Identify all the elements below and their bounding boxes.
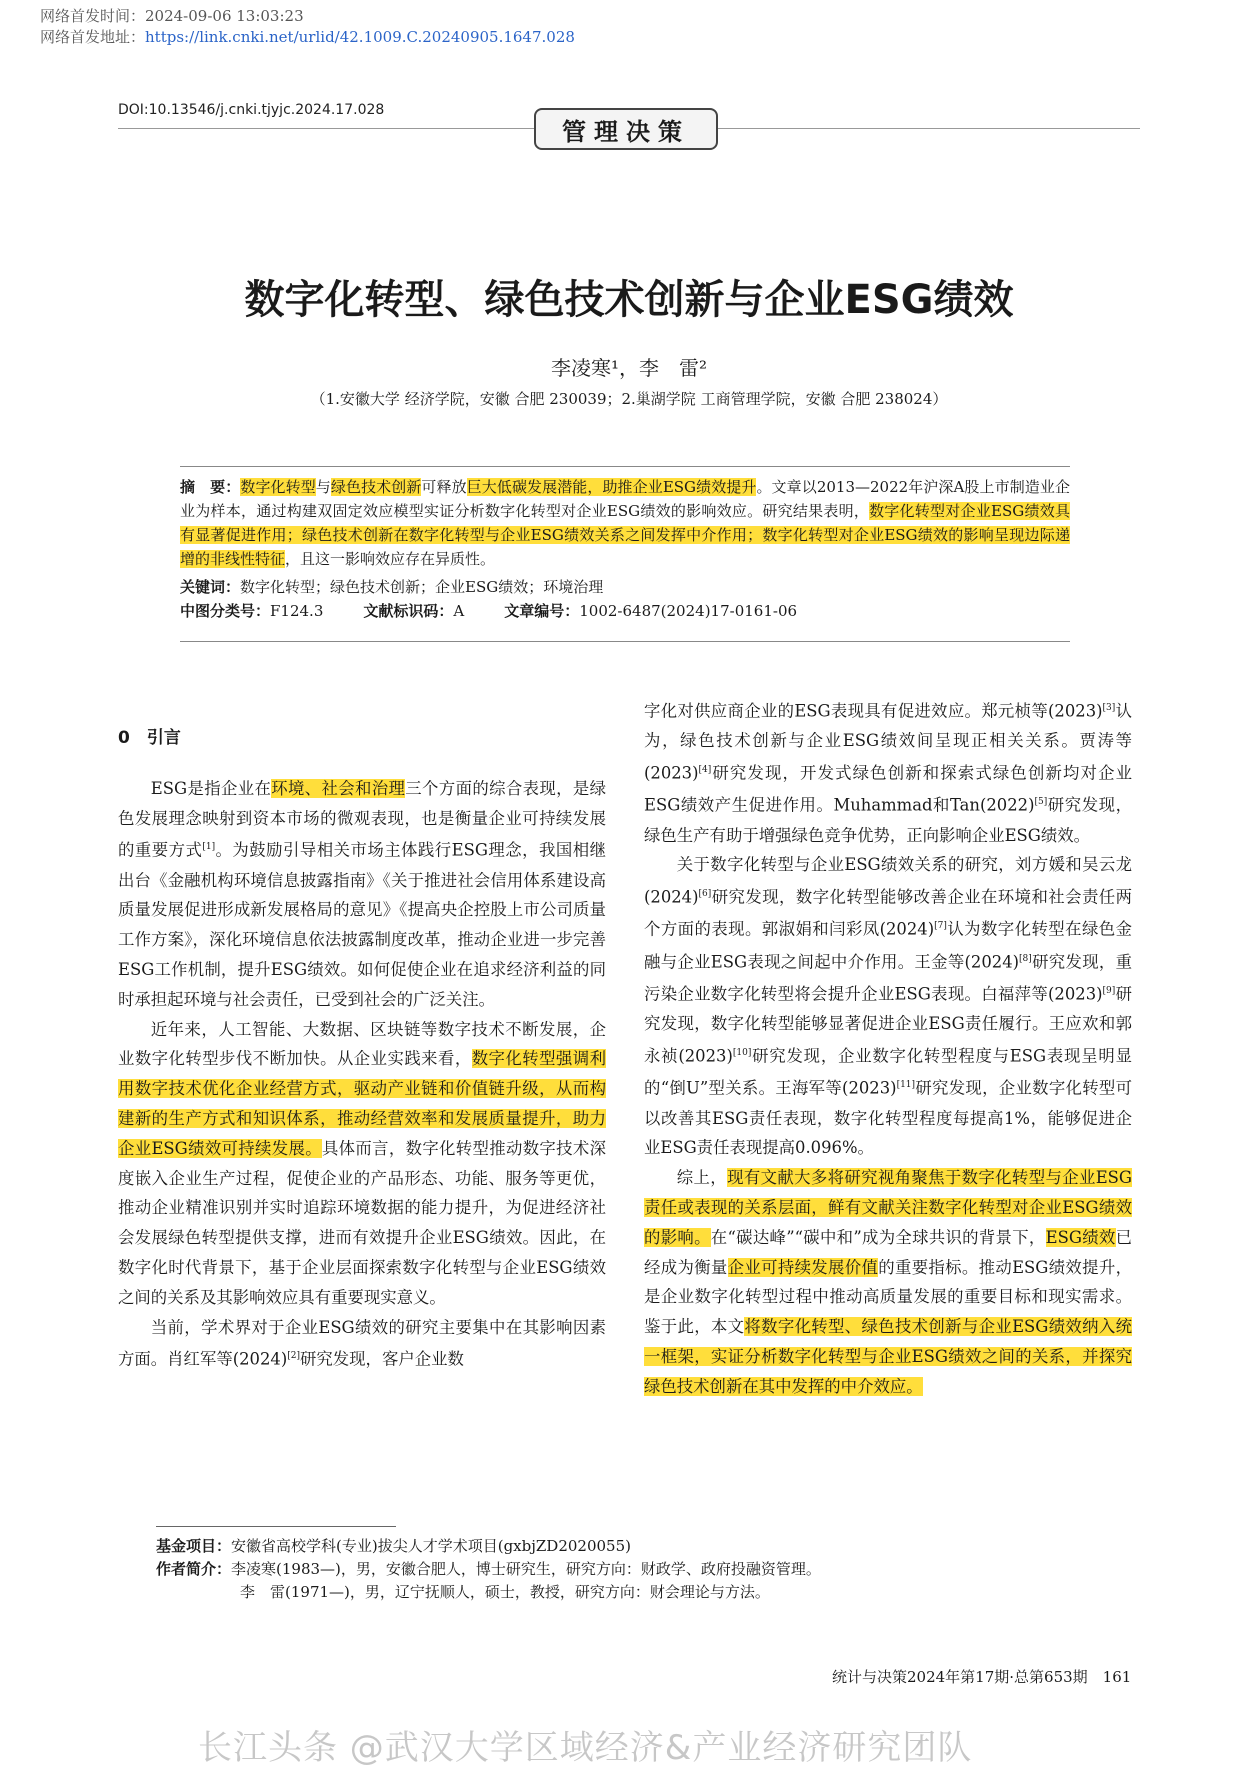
footnote-divider (156, 1526, 396, 1527)
article-title: 数字化转型、绿色技术创新与企业ESG绩效 (244, 277, 1014, 323)
citation: [6] (698, 889, 712, 900)
paragraph: 关于数字化转型与企业ESG绩效关系的研究，刘方媛和吴云龙(2024)[6]研究发现，数字化转型能够改善企业在环境和社会责任两个方面的表现。郭淑娟和闫彩凤(2024)[7]认为数字化转型在绿色金融与企业ESG表现之间起中介作用。王金等(2024)[8]研究发现，重污染企业数字化转型将会提升企业ESG表现。白福萍等(2023)[9]研究发现，数字化转型能够显著促进企业ESG责任履行。王应欢和郭永祯(2023)[10]研究发现，企业数字化转型程度与ESG表现呈明显的“倒U”型关系。王海军等(2023)[11]研究发现，企业数字化转型可以改善其ESG责任表现，数字化转型程度每提高1%，能够促进企业ESG责任表现提高0.096%。 (644, 855, 1132, 1158)
abstract-block (180, 466, 1070, 642)
keywords: 关键词：数字化转型；绿色技术创新；企业ESG绩效；环境治理 (180, 578, 604, 596)
citation: [9] (1102, 985, 1116, 996)
paragraph: 综上，现有文献大多将研究视角聚焦于数字化转型与企业ESG责任或表现的关系层面，鲜有文献关注数字化转型对企业ESG绩效的影响。在“碳达峰”“碳中和”成为全球共识的背景下，ESG绩效已经成为衡量企业可持续发展价值的重要指标。推动ESG绩效提升，是企业数字化转型过程中推动高质量发展的重要目标和现实需求。鉴于此，本文将数字化转型、绿色技术创新与企业ESG绩效纳入统一框架，实证分析数字化转型与企业ESG绩效之间的关系，并探究绿色技术创新在其中发挥的中介效应。 (644, 1168, 1133, 1396)
citation: [7] (934, 921, 947, 932)
classification: 中图分类号：F124.3 文献标识码：A 文章编号：1002-6487(2024)17-0161-06 (180, 602, 798, 620)
fund-note: 基金项目：安徽省高校学科(专业)拔尖人才学术项目(gxbjZD2020055) (156, 1537, 631, 1555)
online-publish-time: 网络首发时间：2024-09-06 13:03:23 (40, 7, 304, 25)
citation: [3] (1102, 703, 1116, 713)
author-note-2: 李 雷(1971—)，男，辽宁抚顺人，硕士，教授，研究方向：财会理论与方法。 (240, 1583, 770, 1601)
citation: [4] (698, 765, 712, 776)
citation: [11] (896, 1080, 916, 1091)
paragraph: 字化对供应商企业的ESG表现具有促进效应。郑元桢等(2023)[3]认为，绿色技术创新与企业ESG绩效间呈现正相关关系。贾涛等(2023)[4]研究发现，开发式绿色创新和探索式绿色创新均对企业ESG绩效产生促进作用。Muhammad和Tan(2022)[5]研究发现，绿色生产有助于增强绿色竞争优势，正向影响企业ESG绩效。 (644, 701, 1133, 845)
abstract-bottom-rule (180, 641, 1070, 642)
paragraph: 当前，学术界对于企业ESG绩效的研究主要集中在其影响因素方面。肖红军等(2024)[2]研究发现，客户企业数 (118, 1317, 606, 1369)
left-column (118, 710, 606, 1375)
paragraph: 近年来，人工智能、大数据、区块链等数字技术不断发展，企业数字化转型步伐不断加快。从企业实践来看，数字化转型强调利用数字技术优化企业经营方式，驱动产业链和价值链升级，从而构建新的生产方式和知识体系，推动经营效率和发展质量提升，助力企业ESG绩效可持续发展。具体而言，数字化转型推动数字技术深度嵌入企业生产过程，促使企业的产品形态、功能、服务等更优，推动企业精准识别并实时追踪环境数据的能力提升，为促进经济社会发展绿色转型提供支撑，进而有效提升企业ESG绩效。因此，在数字化时代背景下，基于企业层面探索数字化转型与企业ESG绩效之间的关系及其影响效应具有重要现实意义。 (118, 1019, 607, 1307)
abstract: 摘 要：数字化转型与绿色技术创新可释放巨大低碳发展潜能，助推企业ESG绩效提升。文章以2013—2022年沪深A股上市制造业企业为样本，通过构建双固定效应模型实证分析数字化转型对企业ESG绩效的影响效应。研究结果表明，数字化转型对企业ESG绩效具有显著促进作用；绿色技术创新在数字化转型与企业ESG绩效关系之间发挥中介作用；数字化转型对企业ESG绩效的影响呈现边际递增的非线性特征，且这一影响效应存在异质性。 (180, 478, 1070, 568)
citation: [2] (287, 1351, 300, 1362)
journal-footer: 统计与决策2024年第17期·总第653期 161 (832, 1668, 1132, 1686)
watermark: 长江头条 @武汉大学区域经济&产业经济研究团队 (198, 1728, 973, 1768)
online-addr-label: 网络首发地址： (40, 28, 146, 46)
online-url-link[interactable]: https://link.cnki.net/urlid/42.1009.C.20240905.1647.028 (145, 28, 575, 46)
affiliation: （1.安徽大学 经济学院，安徽 合肥 230039；2.巢湖学院 工商管理学院，安徽 合肥 238024） (310, 390, 948, 408)
doi: DOI:10.13546/j.cnki.tjyjc.2024.17.028 (118, 102, 385, 118)
paragraph: ESG是指企业在环境、社会和治理三个方面的综合表现，是绿色发展理念映射到资本市场的微观表现，也是衡量企业可持续发展的重要方式[1]。为鼓励引导相关市场主体践行ESG理念，我国相继出台《金融机构环境信息披露指南》《关于推进社会信用体系建设高质量发展促进形成新发展格局的意见》《提高央企控股上市公司质量工作方案》，深化环境信息依法披露制度改革，推动企业进一步完善ESG工作机制，提升ESG绩效。如何促使企业在追求经济利益的同时承担起环境与社会责任，已受到社会的广泛关注。 (118, 778, 607, 1009)
abstract-top-rule (180, 466, 1070, 467)
section-label: 管理决策 (534, 108, 718, 150)
citation: [10] (732, 1048, 752, 1059)
citation: [5] (1034, 797, 1048, 808)
section-heading-intro: 0 引言 (118, 728, 181, 748)
citation: [1] (202, 842, 216, 853)
authors: 李凌寒¹，李 雷² (550, 356, 708, 380)
online-publish-meta (40, 6, 575, 48)
author-note: 作者简介：李凌寒(1983—)，男，安徽合肥人，博士研究生，研究方向：财政学、政府投融资管理。 (156, 1560, 821, 1578)
footnotes (156, 1526, 1116, 1604)
citation: [8] (1019, 953, 1032, 964)
right-column (644, 694, 1132, 1402)
